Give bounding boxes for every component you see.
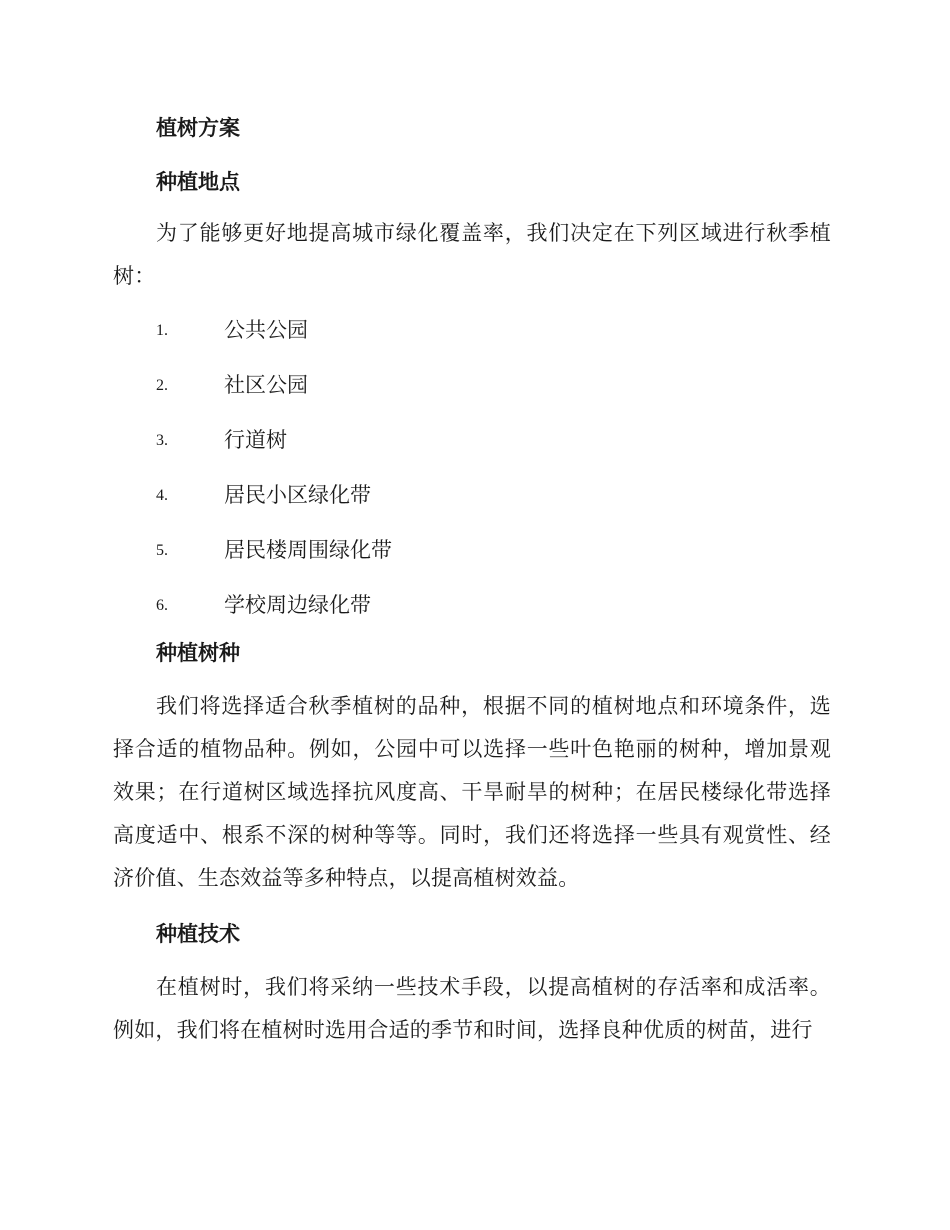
section-paragraph-technique: 在植树时，我们将采纳一些技术手段，以提高植树的存活率和成活率。例如，我们将在植树时选用合适的季节和时间，选择良种优质的树苗，进行 — [113, 975, 831, 1042]
section-heading-location: 种植地点 — [156, 169, 240, 194]
list-item — [113, 413, 831, 468]
document-title: 植树方案 — [156, 115, 240, 140]
document-body — [113, 108, 831, 1052]
list-item-number: 3. — [156, 432, 168, 449]
list-item-text: 居民楼周围绿化带 — [224, 538, 392, 562]
list-item — [113, 303, 831, 358]
list-item-number: 2. — [156, 377, 168, 394]
list-item — [113, 523, 831, 578]
list-item — [113, 578, 831, 633]
location-list — [113, 303, 831, 633]
list-item-number: 5. — [156, 542, 168, 559]
list-item-text: 行道树 — [224, 428, 287, 452]
list-item-number: 4. — [156, 487, 168, 504]
list-item-number: 6. — [156, 597, 168, 614]
section-heading-species: 种植树种 — [156, 640, 240, 665]
list-item-text: 学校周边绿化带 — [224, 593, 371, 617]
section-heading-technique: 种植技术 — [156, 921, 240, 946]
list-item-text: 居民小区绿化带 — [224, 483, 371, 507]
section-paragraph-location: 为了能够更好地提高城市绿化覆盖率，我们决定在下列区域进行秋季植树： — [113, 221, 831, 288]
list-item — [113, 468, 831, 523]
list-item-text: 公共公园 — [224, 318, 308, 342]
list-item-number: 1. — [156, 322, 168, 339]
list-item-text: 社区公园 — [224, 373, 308, 397]
section-paragraph-species: 我们将选择适合秋季植树的品种，根据不同的植树地点和环境条件，选择合适的植物品种。例如，公园中可以选择一些叶色艳丽的树种，增加景观效果；在行道树区域选择抗风度高、干旱耐旱的树种；在居民楼绿化带选择高度适中、根系不深的树种等等。同时，我们还将选择一些具有观赏性、经济价值、生态效益等多种特点，以提高植树效益。 — [113, 694, 831, 890]
list-item — [113, 358, 831, 413]
